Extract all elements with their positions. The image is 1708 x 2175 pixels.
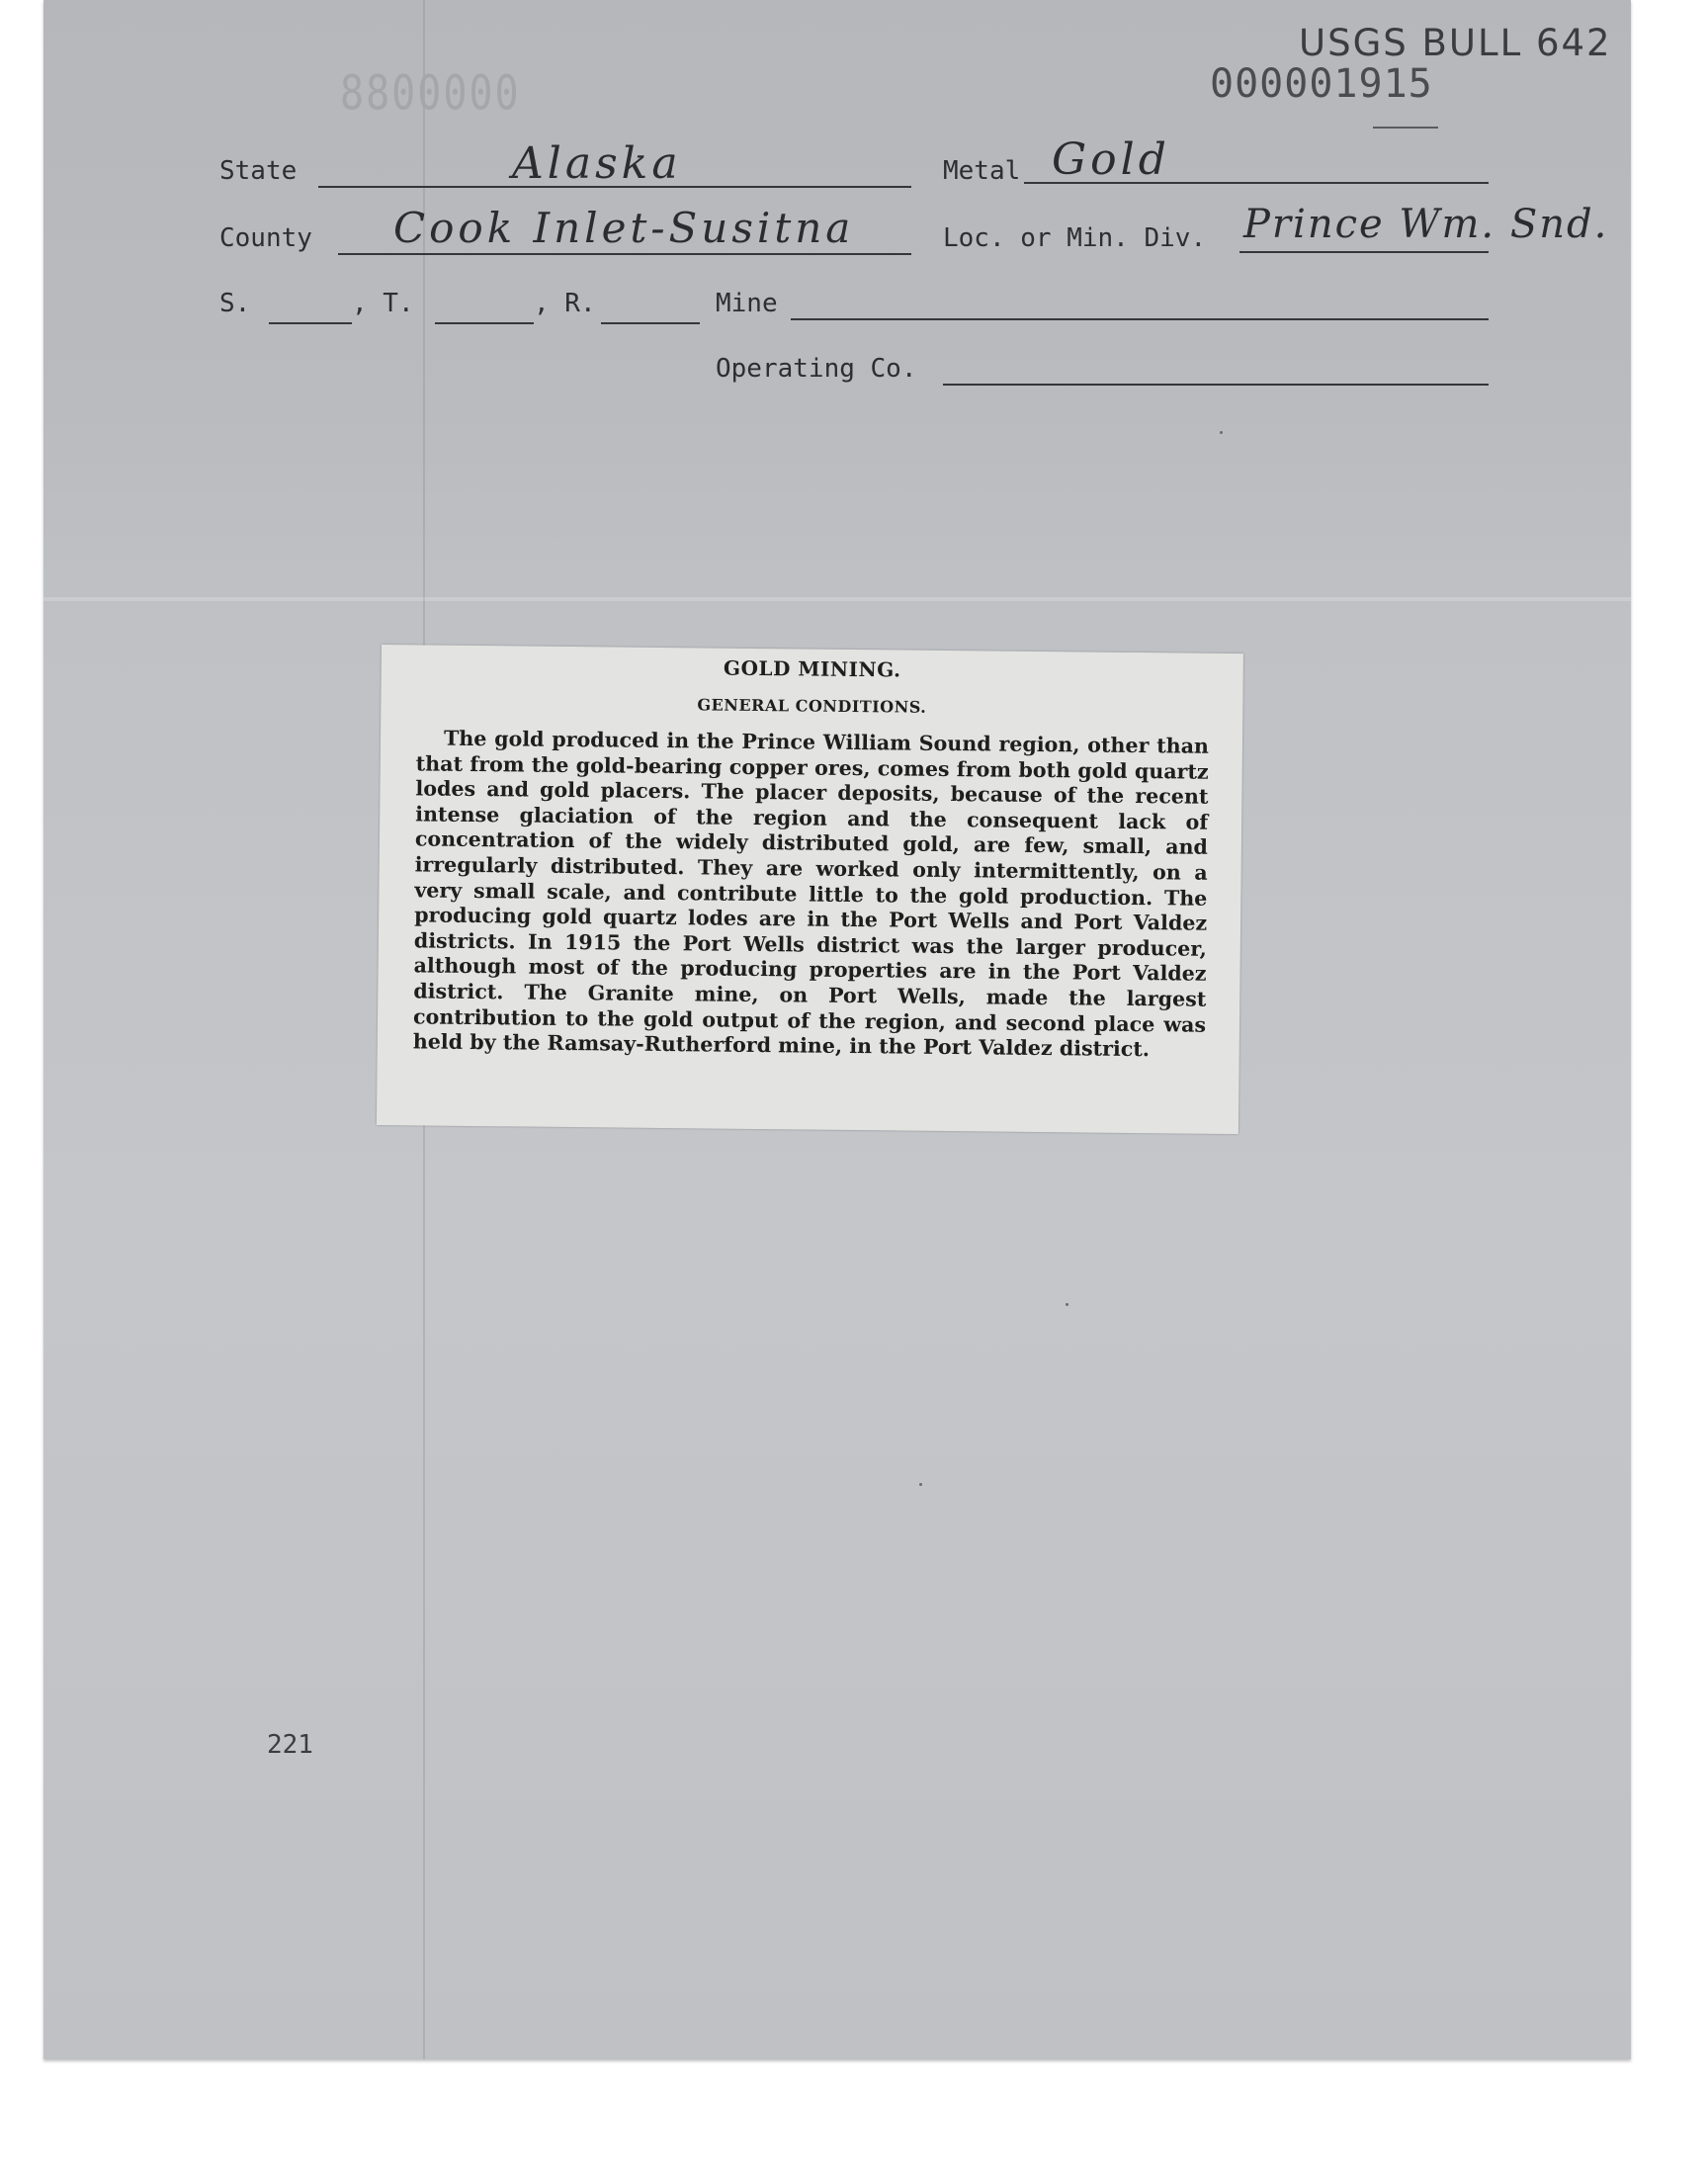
section-line [269,322,352,324]
clipping-body: The gold produced in the Prince William Sound region, other than that from the gold-bearing copper ores, comes from both gold quartz lodes and gold placers. The placer deposits, because of the recent intense glaciation of the region and the consequent lack of concentration of the widely distributed gold, are few, small, and irregularly distributed. They are worked only intermittently, on a very small scale, and contribute little to the gold production. The producing gold quartz lodes are in the Port Wells and Port Valdez districts. In 1915 the Port Wells district was the larger producer, although most of the producing properties are in the Port Valdez district. The Granite mine, on Port Wells, made the largest contribution to the gold output of the region, and second place was held by the Ramsay-Rutherford mine, in the Port Valdez district. [412,726,1210,1062]
mine-line [791,318,1489,320]
county-label: County [219,223,312,253]
loc-line [1239,251,1489,253]
metal-label: Metal [943,156,1021,186]
operating-co-line [943,384,1489,386]
speck [1066,1303,1068,1306]
newspaper-clipping [377,645,1243,1134]
speck [919,1483,922,1486]
metal-value: Gold [1052,134,1170,185]
serial-stamp [1210,61,1433,107]
loc-value: Prince Wm. Snd. [1243,202,1609,247]
speck [1220,431,1223,434]
state-value: Alaska [512,138,682,189]
card-crease [43,597,1631,601]
year-underline [1373,127,1438,129]
state-label: State [219,156,298,186]
page-number: 221 [267,1730,313,1760]
township-line [435,322,534,324]
clipping-title: GOLD MINING. [723,655,901,682]
operating-co-label: Operating Co. [716,354,917,384]
county-line [338,253,911,255]
range-line [601,322,700,324]
loc-label: Loc. or Min. Div. [943,223,1207,253]
township-label: , T. [352,289,414,318]
year-stamp: 1915 [1333,61,1433,107]
range-label: , R. [534,289,596,318]
clipping-subtitle: GENERAL CONDITIONS. [697,695,927,717]
mine-label: Mine [716,289,778,318]
county-value: Cook Inlet-Susitna [393,204,855,252]
serial-number: 00000 [1210,61,1334,107]
bulletin-stamp: USGS BULL 642 [1299,22,1612,64]
ghost-stamp: 8800000 [340,66,521,122]
section-label: S. [219,289,251,318]
